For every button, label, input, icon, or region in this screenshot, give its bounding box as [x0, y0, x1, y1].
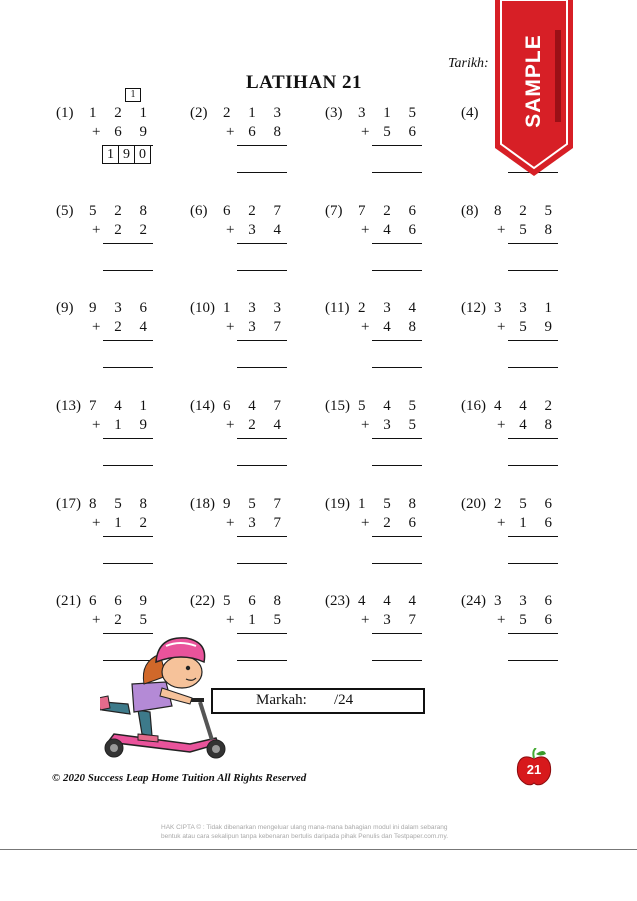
plus-sign: +: [226, 515, 235, 531]
problem-17: [56, 496, 196, 566]
problem-bottom-operand: 2 4: [114, 319, 154, 335]
problem-19: [325, 496, 465, 566]
plus-sign: +: [226, 124, 235, 140]
problem-5: [56, 203, 196, 273]
problem-1: [56, 89, 196, 175]
problem-top-operand: 5 4 5: [358, 398, 423, 414]
plus-sign: +: [92, 222, 101, 238]
problem-bottom-operand: 3 5: [383, 417, 423, 433]
problem-bottom-operand: 4 6: [383, 222, 423, 238]
problem-top-operand: 9 5 7: [223, 496, 288, 512]
problem-bottom-operand: 5 8: [519, 222, 559, 238]
problem-top-operand: 7 2 6: [358, 203, 423, 219]
problem-2: [190, 105, 330, 175]
problem-top-operand: 8 2 5: [494, 203, 559, 219]
answer-line: [103, 367, 153, 368]
plus-sign: +: [226, 222, 235, 238]
answer-line: [237, 563, 287, 564]
legal-line-1: HAK CIPTA © : Tidak dibenarkan mengeluar ulang mana-mana bahagian modul ini dalam sebarang: [161, 824, 448, 831]
plus-sign: +: [361, 222, 370, 238]
problem-top-operand: 4 4 4: [358, 593, 423, 609]
problem-bottom-operand: 1 5: [248, 612, 288, 628]
sum-line: [103, 536, 153, 537]
problem-number: (2): [190, 105, 208, 121]
plus-sign: +: [497, 319, 506, 335]
problem-top-operand: 1 3 3: [223, 300, 288, 316]
problem-number: (22): [190, 593, 215, 609]
problem-10: [190, 300, 330, 370]
problem-bottom-operand: 4 8: [519, 417, 559, 433]
problem-bottom-operand: 1 9: [114, 417, 154, 433]
problem-top-operand: 6 6 9: [89, 593, 154, 609]
plus-sign: +: [497, 612, 506, 628]
problem-bottom-operand: 2 2: [114, 222, 154, 238]
problem-top-operand: 6 4 7: [223, 398, 288, 414]
problem-number: (16): [461, 398, 486, 414]
sum-line: [237, 633, 287, 634]
score-total: /24: [334, 692, 354, 708]
problem-top-operand: 2 1 3: [223, 105, 288, 121]
answer-line: [508, 660, 558, 661]
sum-line: [508, 438, 558, 439]
problem-bottom-operand: 5 6: [383, 124, 423, 140]
sum-line: [103, 340, 153, 341]
answer-line: [237, 270, 287, 271]
problem-top-operand: 7 4 1: [89, 398, 154, 414]
answer-line: [103, 465, 153, 466]
problem-number: (24): [461, 593, 486, 609]
plus-sign: +: [92, 417, 101, 433]
problem-top-operand: 8 5 8: [89, 496, 154, 512]
problem-number: (3): [325, 105, 343, 121]
problem-bottom-operand: 1 2: [114, 515, 154, 531]
answer-digit: 1: [102, 145, 119, 164]
answer-line: [103, 563, 153, 564]
answer-line: [372, 367, 422, 368]
answer-line: [103, 270, 153, 271]
sum-line: [508, 536, 558, 537]
problem-number: (19): [325, 496, 350, 512]
sum-line: [237, 243, 287, 244]
plus-sign: +: [361, 319, 370, 335]
plus-sign: +: [226, 417, 235, 433]
sum-line: [508, 340, 558, 341]
plus-sign: +: [92, 515, 101, 531]
problem-top-operand: 2 5 6: [494, 496, 559, 512]
problem-bottom-operand: 3 7: [248, 515, 288, 531]
sum-line: [372, 633, 422, 634]
problem-top-operand: 5 6 8: [223, 593, 288, 609]
carry-box: 1: [125, 88, 141, 102]
problem-number: (5): [56, 203, 74, 219]
answer-digit: 0: [134, 145, 151, 164]
problem-bottom-operand: 5 9: [519, 319, 559, 335]
score-label: Markah:: [256, 692, 307, 708]
plus-sign: +: [226, 612, 235, 628]
sum-line: [508, 243, 558, 244]
answer-line: [372, 270, 422, 271]
problem-16: [461, 398, 601, 468]
sum-line: [237, 438, 287, 439]
problem-number: (9): [56, 300, 74, 316]
problem-number: (20): [461, 496, 486, 512]
problem-11: [325, 300, 465, 370]
problem-number: (7): [325, 203, 343, 219]
problem-bottom-operand: 5 6: [519, 612, 559, 628]
answer-line: [372, 465, 422, 466]
problem-bottom-operand: 4 8: [383, 319, 423, 335]
problem-18: [190, 496, 330, 566]
problem-bottom-operand: 2 5: [114, 612, 154, 628]
answer-boxes: [103, 145, 151, 164]
answer-line: [372, 172, 422, 173]
problem-12: [461, 300, 601, 370]
answer-line: [508, 563, 558, 564]
problem-number: (1): [56, 105, 74, 121]
problem-top-operand: 5 2 8: [89, 203, 154, 219]
footer-divider: [0, 849, 637, 850]
answer-line: [237, 367, 287, 368]
plus-sign: +: [497, 515, 506, 531]
problem-7: [325, 203, 465, 273]
problem-number: (4): [461, 105, 479, 121]
answer-digit: 9: [118, 145, 135, 164]
problem-bottom-operand: 3 7: [383, 612, 423, 628]
sum-line: [237, 536, 287, 537]
problem-number: (11): [325, 300, 350, 316]
problem-3: [325, 105, 465, 175]
problem-bottom-operand: 1 6: [519, 515, 559, 531]
problem-number: (23): [325, 593, 350, 609]
page-number: 21: [526, 762, 542, 777]
problem-number: (10): [190, 300, 215, 316]
sum-line: [372, 340, 422, 341]
problem-bottom-operand: 3 4: [248, 222, 288, 238]
legal-notice: [161, 823, 491, 841]
problem-number: (18): [190, 496, 215, 512]
sample-watermark: [514, 22, 554, 140]
sum-line: [237, 145, 287, 146]
plus-sign: +: [92, 124, 101, 140]
plus-sign: +: [361, 515, 370, 531]
sum-line: [103, 243, 153, 244]
answer-line: [372, 563, 422, 564]
problem-23: [325, 593, 465, 663]
problem-top-operand: 3 1 5: [358, 105, 423, 121]
problem-top-operand: 1 5 8: [358, 496, 423, 512]
problem-20: [461, 496, 601, 566]
sample-watermark-text: SAMPLE: [522, 34, 546, 128]
problem-bottom-operand: 2 6: [383, 515, 423, 531]
problem-number: (13): [56, 398, 81, 414]
problem-bottom-operand: 2 4: [248, 417, 288, 433]
answer-line: [237, 465, 287, 466]
answer-line: [508, 465, 558, 466]
sum-line: [508, 633, 558, 634]
problem-bottom-operand: 3 7: [248, 319, 288, 335]
problem-top-operand: 1 2 1: [89, 105, 154, 121]
plus-sign: +: [497, 417, 506, 433]
sum-line: [372, 438, 422, 439]
answer-line: [372, 660, 422, 661]
date-label: Tarikh:: [448, 56, 489, 71]
page-title: LATIHAN 21: [246, 72, 363, 93]
problem-number: (21): [56, 593, 81, 609]
plus-sign: +: [226, 319, 235, 335]
problem-top-operand: 3 3 6: [494, 593, 559, 609]
problem-number: (15): [325, 398, 350, 414]
problem-top-operand: 3 3 1: [494, 300, 559, 316]
problem-24: [461, 593, 601, 663]
plus-sign: +: [92, 319, 101, 335]
problem-9: [56, 300, 196, 370]
score-box: [211, 688, 425, 714]
problem-number: (17): [56, 496, 81, 512]
sum-line: [372, 243, 422, 244]
sum-line: [237, 340, 287, 341]
answer-line: [237, 172, 287, 173]
problem-6: [190, 203, 330, 273]
copyright-notice: © 2020 Success Leap Home Tuition All Rights Reserved: [52, 772, 307, 784]
answer-line: [508, 367, 558, 368]
problem-bottom-operand: 6 9: [114, 124, 154, 140]
sum-line: [372, 536, 422, 537]
problem-8: [461, 203, 601, 273]
plus-sign: +: [497, 222, 506, 238]
problem-13: [56, 398, 196, 468]
problem-number: (12): [461, 300, 486, 316]
problem-top-operand: 2 3 4: [358, 300, 423, 316]
legal-line-2: bentuk atau cara sekalipun tanpa kebenaran bertulis daripada pihak Penulis dan Testpaper.com.my.: [161, 833, 449, 840]
sum-line: [103, 438, 153, 439]
plus-sign: +: [92, 612, 101, 628]
problem-bottom-operand: 6 8: [248, 124, 288, 140]
problem-number: (6): [190, 203, 208, 219]
answer-line: [508, 270, 558, 271]
sum-line: [372, 145, 422, 146]
problem-number: (8): [461, 203, 479, 219]
problem-14: [190, 398, 330, 468]
problem-top-operand: 6 2 7: [223, 203, 288, 219]
plus-sign: +: [361, 612, 370, 628]
plus-sign: +: [361, 124, 370, 140]
answer-line: [237, 660, 287, 661]
problem-top-operand: 4 4 2: [494, 398, 559, 414]
problem-top-operand: 9 3 6: [89, 300, 154, 316]
problem-15: [325, 398, 465, 468]
problem-number: (14): [190, 398, 215, 414]
plus-sign: +: [361, 417, 370, 433]
